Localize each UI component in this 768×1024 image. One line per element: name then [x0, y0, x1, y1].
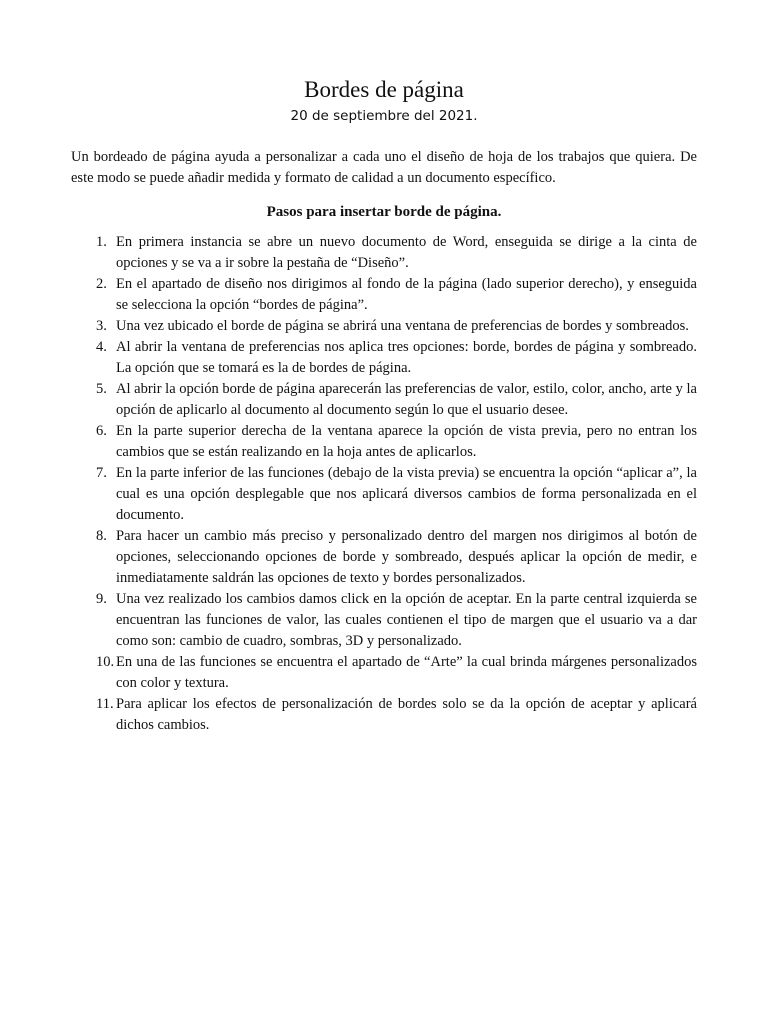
list-item-number: 9.	[96, 591, 107, 607]
list-item-text: En el apartado de diseño nos dirigimos al fondo de la página (lado superior derecho), y enseguida se selecciona la opción “bordes de página”.	[116, 276, 697, 313]
list-item	[71, 421, 697, 463]
list-item	[71, 589, 697, 652]
document-date: 20 de septiembre del 2021.	[290, 108, 478, 124]
page-title: Bordes de página	[304, 77, 464, 102]
list-item	[71, 379, 697, 421]
list-item-number: 3.	[96, 318, 107, 334]
list-item	[71, 694, 697, 736]
list-item-text: Al abrir la opción borde de página aparecerán las preferencias de valor, estilo, color, ancho, arte y la opción de aplicarlo al documento al documento según lo que el usuario desee.	[116, 381, 697, 418]
list-item-number: 1.	[96, 234, 107, 250]
list-item-text: Al abrir la ventana de preferencias nos aplica tres opciones: borde, bordes de página y sombreado. La opción que se tomará es la de bordes de página.	[116, 339, 697, 376]
list-item-number: 7.	[96, 465, 107, 481]
list-item	[71, 526, 697, 589]
list-item	[71, 274, 697, 316]
list-item-number: 10.	[96, 654, 115, 670]
list-item	[71, 463, 697, 526]
list-item-text: En la parte superior derecha de la ventana aparece la opción de vista previa, pero no entran los cambios que se están realizando en la hoja antes de aplicarlos.	[116, 423, 697, 460]
list-item-text: En la parte inferior de las funciones (debajo de la vista previa) se encuentra la opción “aplicar a”, la cual es una opción desplegable que nos aplicará diversos cambios de forma personalizada en el documento.	[116, 465, 697, 523]
intro-paragraph: Un bordeado de página ayuda a personalizar a cada uno el diseño de hoja de los trabajos que quiera. De este modo se puede añadir medida y formato de calidad a un documento específico.	[71, 149, 697, 186]
list-item-number: 2.	[96, 276, 107, 292]
list-item-number: 4.	[96, 339, 107, 355]
section-subtitle: Pasos para insertar borde de página.	[266, 204, 502, 220]
list-item-number: 8.	[96, 528, 107, 544]
steps-list	[71, 232, 697, 736]
list-item-text: Para aplicar los efectos de personalización de bordes solo se da la opción de aceptar y aplicará dichos cambios.	[116, 696, 697, 733]
list-item-text: Una vez realizado los cambios damos click en la opción de aceptar. En la parte central izquierda se encuentran las funciones de valor, las cuales contienen el tipo de margen que el usuario va a dar como son: cambio de cuadro, sombras, 3D y personalizado.	[116, 591, 697, 649]
list-item-text: Una vez ubicado el borde de página se abrirá una ventana de preferencias de bordes y sombreados.	[116, 318, 689, 334]
list-item-text: Para hacer un cambio más preciso y personalizado dentro del margen nos dirigimos al botón de opciones, seleccionando opciones de borde y sombreado, después aplicar la opción de medir, e inmediatamente saldrán las opciones de texto y bordes personalizados.	[116, 528, 697, 586]
list-item	[71, 652, 697, 694]
list-item	[71, 337, 697, 379]
list-item	[71, 232, 697, 274]
list-item-number: 6.	[96, 423, 107, 439]
list-item-number: 5.	[96, 381, 107, 397]
list-item	[71, 316, 697, 337]
list-item-text: En primera instancia se abre un nuevo documento de Word, enseguida se dirige a la cinta de opciones y se va a ir sobre la pestaña de “Diseño”.	[116, 234, 697, 271]
list-item-text: En una de las funciones se encuentra el apartado de “Arte” la cual brinda márgenes personalizados con color y textura.	[116, 654, 697, 691]
list-item-number: 11.	[96, 696, 114, 712]
